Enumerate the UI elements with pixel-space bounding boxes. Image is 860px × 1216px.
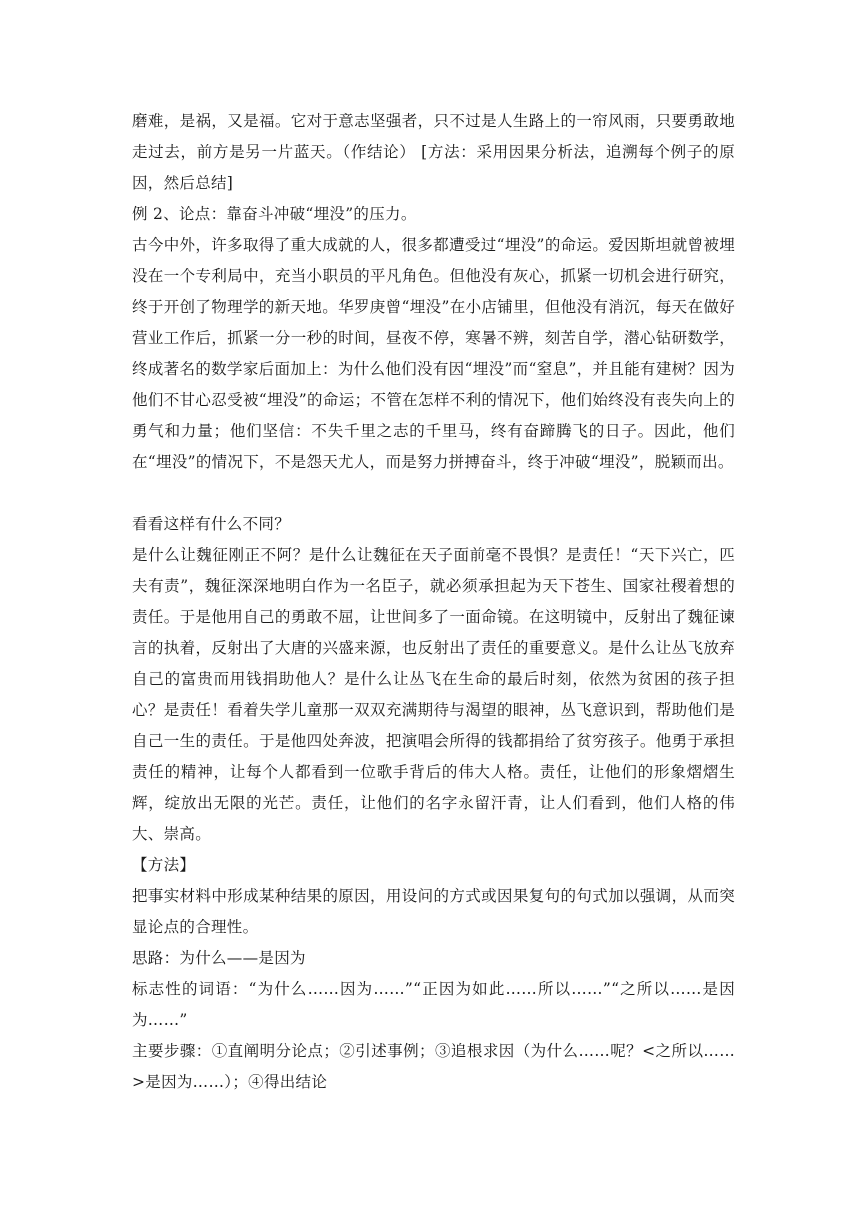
- paragraph-method-body: 把事实材料中形成某种结果的原因，用设问的方式或因果复句的句式加以强调，从而突显论点的合理性。: [132, 887, 735, 936]
- paragraph-signal-words: 标志性的词语：“为什么……因为……”“正因为如此……所以……”“之所以……是因为……”: [132, 980, 735, 1029]
- paragraph-compare-prompt: 看看这样有什么不同？: [132, 515, 291, 533]
- paragraph-conclusion: 磨难，是祸，又是福。它对于意志坚强者，只不过是人生路上的一帘风雨，只要勇敢地走过去，前方是另一片蓝天。（作结论） [方法：采用因果分析法，追溯每个例子的原因，然后总结]: [132, 112, 735, 192]
- paragraph-responsibility-essay: 是什么让魏征刚正不阿？是什么让魏征在天子面前毫不畏惧？是责任！“天下兴亡，匹夫有责”，魏征深深地明白作为一名臣子，就必须承担起为天下苍生、国家社稷着想的责任。于是他用自己的勇敢不屈，让世间多了一面命镜。在这明镜中，反射出了魏征谏言的执着，反射出了大唐的兴盛来源，也反射出了责任的重要意义。是什么让丛飞放弃自己的富贵而用钱捐助他人？是什么让丛飞在生命的最后时刻，依然为贫困的孩子担心？是责任！看着失学儿童那一双双充满期待与渴望的眼神，丛飞意识到，帮助他们是自己一生的责任。于是他四处奔波，把演唱会所得的钱都捐给了贫穷孩子。他勇于承担责任的精神，让每个人都看到一位歌手背后的伟大人格。责任，让他们的形象熠熠生辉，绽放出无限的光芒。责任，让他们的名字永留汗青，让人们看到，他们人格的伟大、崇高。: [132, 546, 735, 843]
- paragraph-example-2-body: 古今中外，许多取得了重大成就的人，很多都遭受过“埋没”的命运。爱因斯坦就曾被埋没在一个专利局中，充当小职员的平凡角色。但他没有灰心，抓紧一切机会进行研究，终于开创了物理学的新天地。华罗庚曾“埋没”在小店铺里，但他没有消沉，每天在做好营业工作后，抓紧一分一秒的时间，昼夜不停，寒暑不辨，刻苦自学，潜心钻研数学，终成著名的数学家后面加上：为什么他们没有因“埋没”而“窒息”，并且能有建树？因为他们不甘心忍受被“埋没”的命运；不管在怎样不利的情况下，他们始终没有丧失向上的勇气和力量；他们坚信：不失千里之志的千里马，终有奋蹄腾飞的日子。因此，他们在“埋没”的情况下，不是怨天尤人，而是努力拼搏奋斗，终于冲破“埋没”，脱颖而出。: [132, 236, 735, 471]
- paragraph-approach: 思路：为什么——是因为: [132, 949, 306, 967]
- paragraph-main-steps: 主要步骤：①直阐明分论点；②引述事例；③追根求因（为什么……呢？<之所以……>是因为……）；④得出结论: [132, 1042, 735, 1091]
- paragraph-example-2-heading: 例 2、论点：靠奋斗冲破“埋没”的压力。: [132, 205, 417, 223]
- blank-line: [132, 478, 735, 509]
- paragraph-method-heading: 【方法】: [132, 856, 196, 874]
